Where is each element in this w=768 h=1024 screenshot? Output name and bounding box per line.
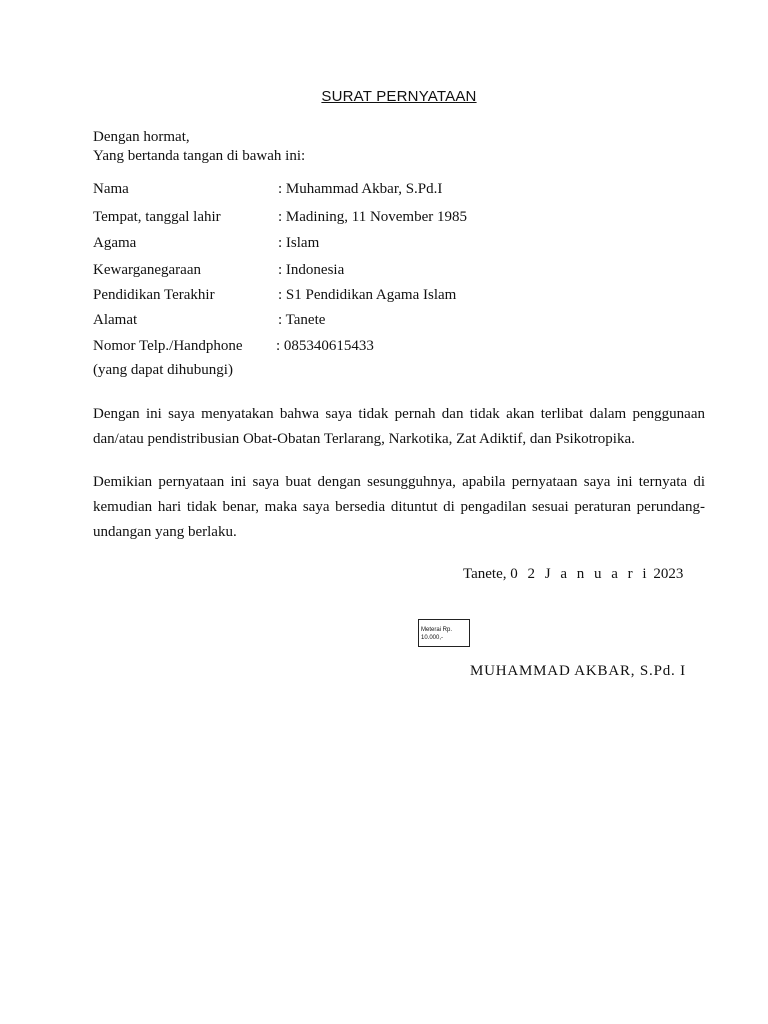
meterai-stamp-box — [418, 619, 470, 647]
signer-name: MUHAMMAD AKBAR, S.Pd. I — [470, 663, 686, 679]
document-title: SURAT PERNYATAAN — [321, 88, 477, 105]
stamp-line-2: 10.000,- — [421, 635, 444, 641]
field-value-pendidikan: : S1 Pendidikan Agama Islam — [278, 287, 457, 303]
field-label-ttl: Tempat, tanggal lahir — [93, 209, 221, 225]
field-value-telp: : 085340615433 — [276, 338, 374, 354]
phone-note: (yang dapat dihubungi) — [93, 362, 233, 378]
field-label-telp: Nomor Telp./Handphone — [93, 338, 243, 354]
field-label-pendidikan: Pendidikan Terakhir — [93, 287, 215, 303]
signing-date — [463, 566, 683, 583]
date-year: 2023 — [653, 566, 684, 582]
field-label-nama: Nama — [93, 181, 129, 197]
stamp-line-1: Meterai Rp. — [421, 627, 453, 633]
greeting: Dengan hormat, — [93, 129, 190, 145]
statement-paragraph: Dengan ini saya menyatakan bahwa saya tidak pernah dan tidak akan terlibat dalam penggunaan dan/atau pendistribusian Obat-Obatan Terlarang, Narkotika, Zat Adiktif, dan Psikotropika. — [93, 406, 705, 447]
field-value-kewarganegaraan: : Indonesia — [278, 262, 345, 278]
closing-paragraph: Demikian pernyataan ini saya buat dengan sesungguhnya, apabila pernyataan saya ini ternyata di kemudian hari tidak benar, maka saya bersedia dituntut di pengadilan sesuai peraturan perundang-undangan yang berlaku. — [93, 474, 705, 540]
field-label-agama: Agama — [93, 235, 137, 251]
field-value-nama: : Muhammad Akbar, S.Pd.I — [278, 181, 443, 197]
field-value-alamat: : Tanete — [278, 312, 326, 328]
field-value-agama: : Islam — [278, 235, 320, 251]
field-label-kewarganegaraan: Kewarganegaraan — [93, 262, 201, 278]
field-value-ttl: : Madining, 11 November 1985 — [278, 209, 468, 225]
field-label-alamat: Alamat — [93, 312, 138, 328]
date-place: Tanete, — [463, 566, 507, 582]
date-day-month: 0 2 J a n u a r i — [510, 566, 650, 582]
intro-line: Yang bertanda tangan di bawah ini: — [93, 148, 306, 164]
